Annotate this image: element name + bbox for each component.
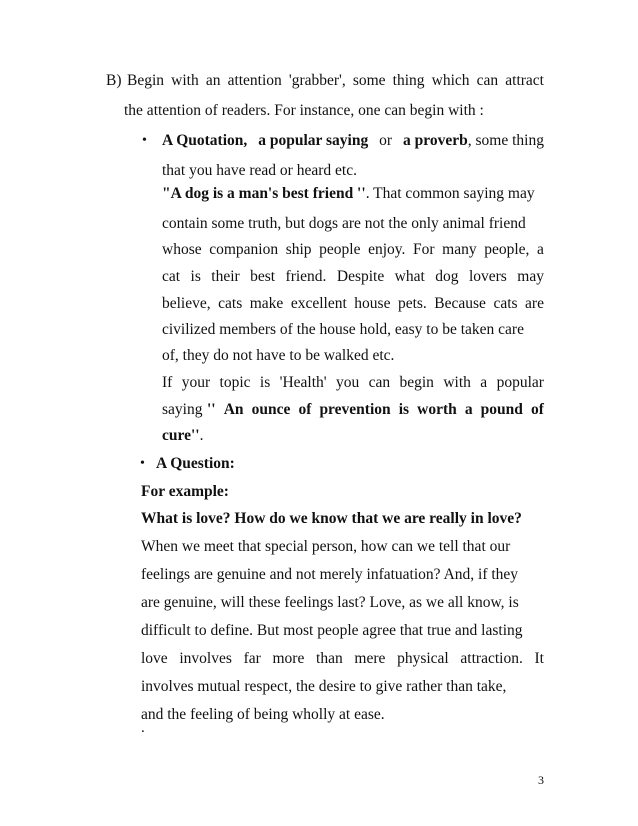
health-bold-proverb-word: of — [298, 401, 312, 418]
quote-bold: "A dog is a man's best friend '' — [162, 185, 366, 202]
quotation-para-line-4-word: their — [211, 268, 240, 285]
section-b-prefix: B) — [106, 72, 122, 89]
section-b-line-1-word: Begin — [127, 72, 165, 89]
health-line-1-word: If — [162, 374, 173, 391]
quotation-heading-or: or — [379, 132, 393, 149]
bullet-question-icon: • — [140, 456, 145, 471]
section-b-line-1-word: 'grabber', — [288, 72, 346, 89]
quotation-para-line-5-word: cats — [218, 295, 243, 312]
quotation-para-line-3-word: companion — [209, 241, 279, 258]
health-bold-proverb-word: prevention — [319, 401, 391, 418]
question-para-line-5-word: attraction. — [460, 650, 523, 667]
quotation-para-line-4 — [162, 267, 544, 287]
quotation-para-line-3-word: many — [442, 241, 477, 258]
health-line-1-word: topic — [219, 374, 251, 391]
quotation-para-line-3 — [162, 240, 544, 260]
quotation-para-line-4-word: Despite — [336, 268, 385, 285]
question-para-line-5-word: It — [534, 650, 544, 667]
quotation-para-line-5-word: cats — [493, 295, 518, 312]
question-para-line-5 — [141, 649, 544, 669]
question-para-line-5-word: more — [272, 650, 305, 667]
quotation-para-line-4-word: lovers — [468, 268, 507, 285]
quotation-para-line-5-word: believe, — [162, 295, 211, 312]
question-para-line-5-word: mere — [354, 650, 386, 667]
quotation-para-line-3-word: whose — [162, 241, 202, 258]
health-bold-proverb-word: ounce — [251, 401, 291, 418]
section-b-line-1-word: attract — [505, 72, 544, 89]
section-b-line-1-word: some — [352, 72, 386, 89]
quotation-para-line-5-word: are — [525, 295, 544, 312]
question-para-line-5-word: far — [243, 650, 261, 667]
quotation-heading-rest: , some thing — [467, 132, 544, 149]
question-para-line-5-word: physical — [397, 650, 449, 667]
quotation-heading-line-2: that you have read or heard etc. — [162, 162, 357, 179]
quotation-para-line-3-word: people, — [484, 241, 530, 258]
quotation-para-line-5-word: excellent — [290, 295, 347, 312]
quotation-para-line-5-word: house — [354, 295, 391, 312]
health-bold-proverb-word: a — [464, 401, 473, 418]
quotation-para-line-3-word: people — [319, 241, 361, 258]
health-line-1-word: can — [368, 374, 391, 391]
quotation-para-line-4-word: may — [517, 268, 544, 285]
quotation-heading-bold-3: a proverb — [403, 132, 468, 149]
quotation-para-line-2: contain some truth, but dogs are not the only animal friend — [162, 215, 526, 232]
health-line-1-word: with — [443, 374, 471, 391]
quotation-heading-line-1 — [162, 131, 544, 151]
quotation-para-line-5 — [162, 294, 544, 314]
health-cure-end: . — [199, 427, 204, 444]
quotation-para-line-3-word: ship — [285, 241, 312, 258]
quote-rest: . That common saying may — [365, 185, 535, 202]
section-b-line-1-word: an — [205, 72, 221, 89]
trailing-dot: . — [141, 720, 145, 736]
quotation-para-line-7: of, they do not have to be walked etc. — [162, 347, 395, 364]
health-bold-proverb-word: of — [530, 401, 544, 418]
section-b-line-1-word: thing — [392, 72, 425, 89]
section-b-line-1-word: which — [431, 72, 470, 89]
section-b-line-2: the attention of readers. For instance, one can begin with : — [124, 102, 484, 119]
health-line-1 — [162, 373, 544, 393]
health-line-1-word: a — [480, 374, 488, 391]
health-line-1-word: you — [335, 374, 360, 391]
question-para-line-6: involves mutual respect, the desire to give rather than take, — [141, 678, 507, 695]
quotation-para-line-4-word: what — [394, 268, 425, 285]
health-bold-proverb-word: An — [223, 401, 244, 418]
section-b-line-1-word: can — [476, 72, 499, 89]
health-cure-line — [162, 426, 203, 446]
love-question-bold: What is love? How do we know that we are really in love? — [141, 510, 522, 527]
question-para-line-3: are genuine, will these feelings last? Love, as we all know, is — [141, 594, 519, 611]
health-line-1-word: popular — [496, 374, 544, 391]
question-para-line-5-word: involves — [179, 650, 232, 667]
question-para-line-7: and the feeling of being wholly at ease. — [141, 706, 385, 723]
health-bold-proverb-word: pound — [480, 401, 523, 418]
quotation-para-line-5-word: pets. — [397, 295, 427, 312]
section-b-line-1-word: with — [171, 72, 199, 89]
health-line-1-word: your — [181, 374, 211, 391]
health-saying: saying — [162, 401, 203, 418]
health-line-1-word: 'Health' — [279, 374, 327, 391]
health-bold-proverb — [207, 400, 544, 420]
quotation-para-line-5-word: make — [249, 295, 284, 312]
bullet-quotation-icon: • — [142, 133, 147, 148]
quotation-heading-bold-1: A Quotation, — [162, 132, 248, 149]
quotation-para-line-4-word: is — [190, 268, 201, 285]
quotation-para-line-4-word: friend. — [285, 268, 327, 285]
health-line-1-word: begin — [399, 374, 434, 391]
love-question — [141, 509, 522, 529]
health-line-1-word: is — [259, 374, 271, 391]
example-label-bold: For example: — [141, 483, 229, 500]
quotation-para-line-3-word: enjoy. — [368, 241, 406, 258]
question-para-line-2: feelings are genuine and not merely infatuation? And, if they — [141, 566, 519, 583]
question-para-line-1: When we meet that special person, how can we tell that our — [141, 538, 511, 555]
health-cure-bold: cure'' — [162, 427, 200, 444]
question-para-line-5-word: love — [141, 650, 168, 667]
quotation-para-line-3-word: a — [537, 241, 544, 258]
section-b-line-1-word: attention — [227, 72, 282, 89]
health-bold-proverb-word: is — [398, 401, 410, 418]
question-para-line-5-word: than — [316, 650, 343, 667]
quote-line — [162, 184, 535, 204]
example-label — [141, 482, 229, 502]
quotation-para-line-6: civilized members of the house hold, easy to be taken care — [162, 321, 524, 338]
quotation-para-line-4-word: dog — [435, 268, 459, 285]
health-bold-proverb-word: '' — [207, 401, 216, 418]
quotation-para-line-5-word: Because — [434, 295, 486, 312]
question-heading — [156, 454, 235, 474]
quotation-heading-bold-2: a popular saying — [258, 132, 369, 149]
question-para-line-4: difficult to define. But most people agree that true and lasting — [141, 622, 523, 639]
page-number: 3 — [538, 773, 544, 787]
question-heading-bold: A Question: — [156, 455, 235, 472]
quotation-para-line-4-word: best — [250, 268, 276, 285]
quotation-para-line-4-word: cat — [162, 268, 181, 285]
health-bold-proverb-word: worth — [417, 401, 457, 418]
section-b-line-1 — [127, 71, 544, 91]
quotation-para-line-3-word: For — [413, 241, 435, 258]
